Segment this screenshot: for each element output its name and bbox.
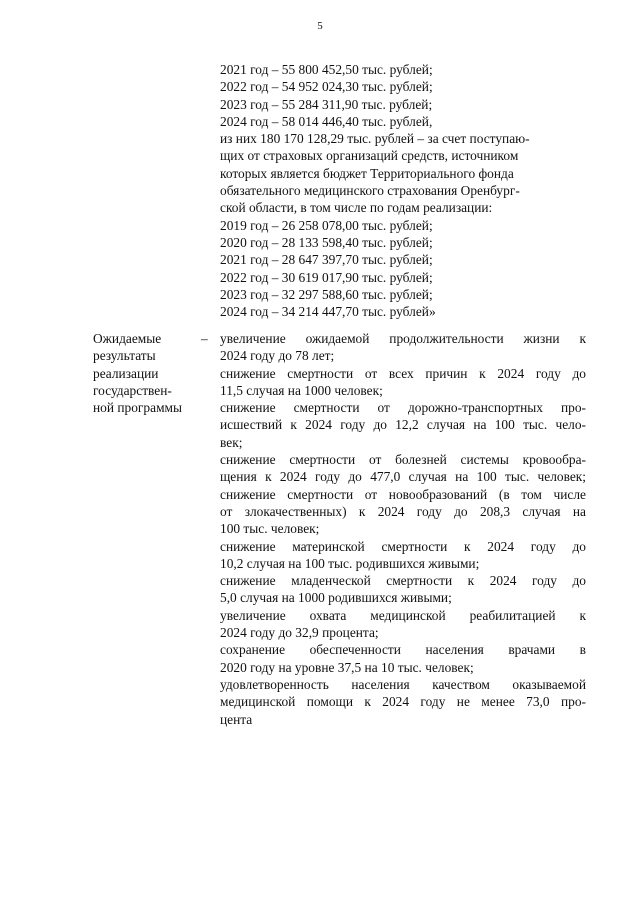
financing-line: обязательного медицинского страхования Оренбург- — [220, 183, 520, 199]
financing-line: 2021 год – 28 647 397,70 тыс. рублей; — [220, 252, 433, 268]
expected-results-block — [220, 330, 586, 728]
result-line: снижение младенческой смертности к 2024 году до — [220, 573, 586, 589]
result-line: сохранение обеспеченности населения врачами в — [220, 642, 586, 658]
financing-line: которых является бюджет Территориального фонда — [220, 165, 514, 181]
label-dash: – — [201, 331, 208, 346]
financing-line: из них 180 170 128,29 тыс. рублей – за счет поступаю- — [220, 131, 530, 147]
financing-line: 2022 год – 30 619 017,90 тыс. рублей; — [220, 269, 433, 285]
result-line: удовлетворенность населения качеством оказываемой — [220, 676, 586, 692]
result-line: снижение материнской смертности к 2024 году до — [220, 538, 586, 554]
result-line: снижение смертности от дорожно-транспортных про- — [220, 400, 586, 416]
financing-line: 2019 год – 26 258 078,00 тыс. рублей; — [220, 217, 433, 233]
page-number: 5 — [317, 20, 323, 32]
result-line: век; — [220, 434, 243, 450]
result-line: цента — [220, 711, 253, 727]
result-line: 2024 году до 32,9 процента; — [220, 625, 379, 641]
result-line: щения к 2024 году до 477,0 случая на 100 тыс. человек; — [220, 469, 586, 485]
result-line: 2020 году на уровне 37,5 на 10 тыс. человек; — [220, 659, 474, 675]
results-label-line: реализации — [93, 365, 159, 381]
result-line: снижение смертности от всех причин к 2024 году до — [220, 365, 586, 381]
result-line: 2024 году до 78 лет; — [220, 348, 335, 364]
financing-line: 2021 год – 55 800 452,50 тыс. рублей; — [220, 62, 433, 77]
financing-line: 2020 год – 28 133 598,40 тыс. рублей; — [220, 234, 433, 250]
results-label-line: Ожидаемые — [93, 331, 162, 346]
results-label-line: государствен- — [93, 382, 172, 398]
result-line: снижение смертности от новообразований (в том числе — [220, 486, 586, 502]
results-label-line: результаты — [93, 348, 156, 364]
financing-line: 2022 год – 54 952 024,30 тыс. рублей; — [220, 79, 433, 95]
result-line: увеличение ожидаемой продолжительности жизни к — [220, 331, 586, 346]
result-line: увеличение охвата медицинской реабилитацией к — [220, 607, 586, 623]
financing-line: щих от страховых организаций средств, источником — [220, 148, 519, 164]
result-line: 10,2 случая на 100 тыс. родившихся живыми; — [220, 555, 480, 571]
financing-line: 2023 год – 32 297 588,60 тыс. рублей; — [220, 286, 433, 302]
financing-line: 2024 год – 34 214 447,70 тыс. рублей» — [220, 304, 436, 320]
financing-block — [220, 61, 586, 320]
result-line: исшествий к 2024 году до 12,2 случая на 100 тыс. чело- — [220, 417, 586, 433]
result-line: от злокачественных) к 2024 году до 208,3 случая на — [220, 503, 586, 519]
result-line: медицинской помощи к 2024 году не менее 73,0 про- — [220, 694, 586, 710]
results-label — [93, 330, 213, 416]
results-label-line: ной программы — [93, 400, 183, 416]
result-line: 11,5 случая на 1000 человек; — [220, 382, 383, 398]
financing-line: ской области, в том числе по годам реализации: — [220, 200, 493, 216]
result-line: снижение смертности от болезней системы кровообра- — [220, 452, 586, 468]
result-line: 5,0 случая на 1000 родившихся живыми; — [220, 590, 452, 606]
financing-line: 2024 год – 58 014 446,40 тыс. рублей, — [220, 113, 433, 129]
financing-line: 2023 год – 55 284 311,90 тыс. рублей; — [220, 96, 433, 112]
result-line: 100 тыс. человек; — [220, 521, 320, 537]
